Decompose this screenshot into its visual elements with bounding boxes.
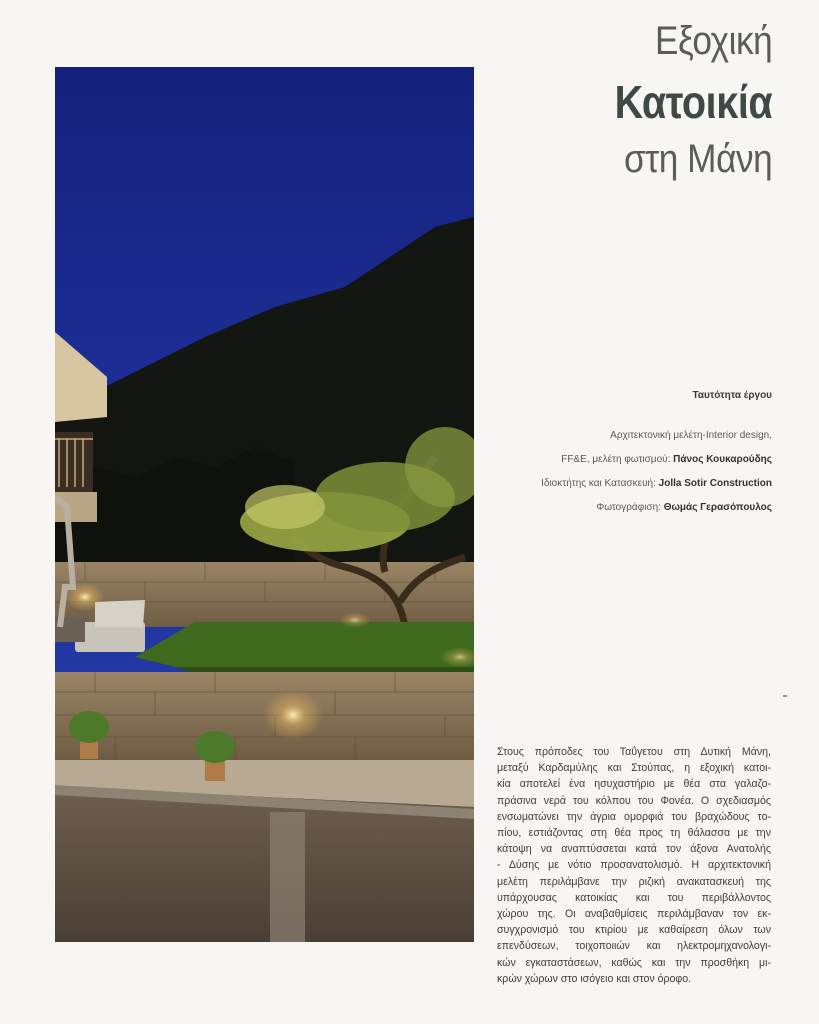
- credit-construction: Ιδιοκτήτης και Κατασκευή: Jolla Sotir Construction: [541, 478, 772, 489]
- body-line: συγχρονισμό του κτιρίου με καθαίρεση όλων των: [497, 924, 771, 937]
- body-line: υπάρχουσας κατοικίας και του περιβάλλοντος: [497, 891, 771, 904]
- credit-photography: Φωτογράφιση: Θωμάς Γερασόπουλος: [596, 502, 772, 513]
- body-line: κρών χώρων στο ισόγειο και στον όροφο.: [497, 972, 692, 985]
- scan-mark: [783, 695, 787, 697]
- body-line: - Δύσης με νότιο προσανατολισμό. Η αρχιτεκτονική: [497, 859, 771, 872]
- night-garden-photo: [55, 67, 474, 942]
- title-line-2: Κατοικία: [614, 76, 772, 128]
- body-line: πράσινα νερά του κόλπου του Φονέα. Ο σχεδιασμός: [497, 794, 771, 807]
- body-line: Στους πρόποδες του Ταΰγετου στη Δυτική Μάνη,: [497, 746, 771, 758]
- credit-architecture: Αρχιτεκτονική μελέτη-Interior design,: [610, 430, 772, 441]
- body-line: χώρου της. Οι αναβαθμίσεις περιλάμβαναν τον εκ-: [497, 908, 771, 921]
- article-body: [497, 744, 771, 987]
- credit-ffe: FF&E, μελέτη φωτισμού: Πάνος Κουκαρούδης: [561, 454, 772, 465]
- article-title: [589, 18, 772, 182]
- body-line: κία αποτελεί ένα ησυχαστήριο με θέα στα γαλαζο-: [497, 778, 771, 791]
- body-line: μελέτη περιλάμβανε την ριζική ανακατασκευή της: [497, 875, 771, 888]
- body-line: πίου, εστιάζοντας στη θέα προς τη θάλασσα με την: [497, 827, 771, 840]
- credits-heading: Ταυτότητα έργου: [692, 390, 772, 401]
- title-line-3: στη Μάνη: [623, 137, 772, 181]
- body-line: μεταξύ Καρδαμύλης και Στούπας, η εξοχική κατοι-: [497, 762, 771, 775]
- body-line: ενσωματώνει την άγρια ομορφιά του βραχώδους το-: [497, 810, 771, 823]
- title-line-1: Εξοχική: [654, 19, 772, 63]
- body-line: επενδύσεων, τοιχοποιιών και ηλεκτρομηχανολογι-: [497, 940, 771, 953]
- project-credits: [472, 390, 772, 525]
- body-line: κάτοψη να αναπτύσσεται κατά τον άξονα Ανατολής: [497, 843, 771, 856]
- body-line: κών εγκαταστάσεων, καθώς και την προσθήκη μι-: [497, 956, 771, 969]
- wall-light: [263, 690, 323, 740]
